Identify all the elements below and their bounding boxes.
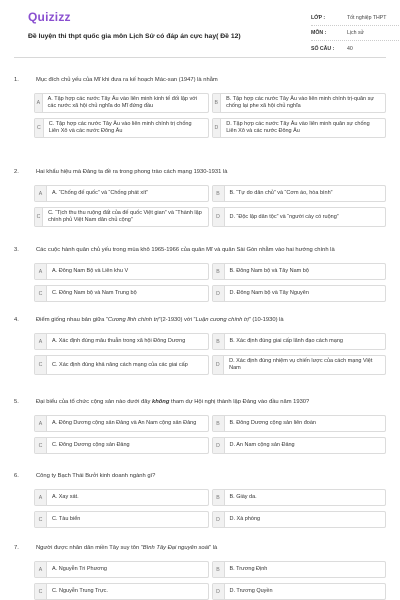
worksheet-title: Đề luyện thi thpt quốc gia môn Lịch Sử có đáp án cực hay( Đề 12) <box>28 33 241 40</box>
option-text: B. Tập hợp các nước Tây Âu vào liên minh chính trị-quân sự chống lại phe xã hội chủ nghĩa <box>226 96 375 109</box>
option-d[interactable] <box>212 118 387 138</box>
option-letter: A <box>35 490 47 505</box>
option-letter: A <box>35 562 47 577</box>
option-letter: A <box>35 94 43 112</box>
option-grid <box>14 93 386 138</box>
option-letter: D <box>213 438 225 453</box>
option-letter: A <box>35 334 47 349</box>
question-1 <box>14 76 386 138</box>
meta-value: Tốt nghiệp THPT <box>347 15 387 21</box>
question-3 <box>14 246 386 302</box>
option-text: A. Xác định đúng mâu thuẫn trong xã hội Đông Dương <box>52 338 186 344</box>
option-text: A. “Chống đế quốc” và “Chống phát xít” <box>52 190 148 196</box>
option-text: B. Xác định đúng giai cấp lãnh đạo cách mạng <box>229 338 343 344</box>
question-text: Điểm giống nhau bản giữa “Cương lĩnh chính trị”(2-1930) với “Luận cương chính trị” (10-1930) là <box>36 317 284 323</box>
option-letter: D <box>213 512 225 527</box>
option-text: B. Trương Định <box>229 566 268 572</box>
option-letter: B <box>213 562 225 577</box>
option-grid <box>14 561 386 600</box>
option-a[interactable] <box>34 415 209 432</box>
option-d[interactable] <box>212 511 387 528</box>
question-number: 7. <box>14 545 19 551</box>
option-text: C. Đông Nam bộ và Nam Trung bộ <box>52 290 137 296</box>
question-7 <box>14 544 386 600</box>
option-b[interactable] <box>212 263 387 280</box>
option-letter: B <box>213 416 225 431</box>
option-text: A. Nguyễn Tri Phương <box>52 566 107 572</box>
option-c[interactable] <box>34 118 209 138</box>
option-letter: C <box>35 286 47 301</box>
option-c[interactable] <box>34 511 209 528</box>
option-letter: C <box>35 512 47 527</box>
option-letter: C <box>35 119 44 137</box>
option-text: C. “Tịch thu thu ruộng đất của đế quốc Việt gian” và “Thành lập chính phủ Việt Nam dân chủ cộng” <box>48 210 202 223</box>
meta-row-grade <box>311 11 400 26</box>
question-number: 2. <box>14 169 19 175</box>
question-number: 1. <box>14 77 19 83</box>
option-c[interactable] <box>34 583 209 600</box>
option-d[interactable] <box>212 583 387 600</box>
option-text: D. “Độc lập dân tộc” và “người cày có ruộng” <box>229 213 339 220</box>
option-c[interactable] <box>34 355 209 375</box>
option-a[interactable] <box>34 561 209 578</box>
option-letter: B <box>213 490 225 505</box>
option-text: B. Đông Nam bộ và Tây Nam bộ <box>229 268 309 274</box>
option-text: B. “Tự do dân chủ” và “Cơm áo, hòa bình” <box>229 190 333 196</box>
question-number: 6. <box>14 473 19 479</box>
option-text: D. Xà phòng <box>229 516 261 522</box>
option-letter: C <box>35 584 47 599</box>
meta-row-subject <box>311 26 400 41</box>
option-c[interactable] <box>34 437 209 454</box>
option-b[interactable] <box>212 415 387 432</box>
option-letter: B <box>213 334 225 349</box>
question-text: Các cuộc hành quân chủ yếu trong mùa khô 1965-1966 của quân Mĩ và quân Sài Gòn nhằm vào hai hướng chính là <box>36 247 335 253</box>
option-letter: A <box>35 416 47 431</box>
option-letter: D <box>213 208 225 226</box>
option-text: D. Tập hợp các nước Tây Âu vào liên minh quân sự chống Liên Xô và các nước Đông Âu <box>226 121 370 134</box>
option-d[interactable] <box>212 355 387 375</box>
question-6 <box>14 472 386 528</box>
option-b[interactable] <box>212 561 387 578</box>
option-text: A. Đông Dương cộng sản Đảng và An Nam cộng sản Đảng <box>52 420 197 426</box>
option-text: C. Tập hợp các nước Tây Âu vào liên minh chính trị chống Liên Xô và các nước Đông Âu <box>48 121 192 134</box>
option-letter: D <box>213 286 225 301</box>
option-text: B. Đông Dương cộng sản liên đoàn <box>229 420 316 426</box>
question-2 <box>14 168 386 227</box>
meta-value: Lịch sử <box>347 30 365 36</box>
option-c[interactable] <box>34 207 209 227</box>
option-b[interactable] <box>212 489 387 506</box>
meta-value: 40 <box>347 45 353 52</box>
meta-row-count <box>311 41 400 56</box>
option-text: C. Tàu biển <box>52 516 81 522</box>
option-d[interactable] <box>212 285 387 302</box>
meta-label: SỐ CÂU : <box>311 45 335 52</box>
option-grid <box>14 489 386 528</box>
option-d[interactable] <box>212 437 387 454</box>
question-number: 4. <box>14 317 19 323</box>
worksheet-header <box>14 0 386 58</box>
option-letter: C <box>35 356 47 374</box>
option-letter: D <box>213 584 225 599</box>
meta-label: MÔN : <box>311 30 327 36</box>
option-text: A. Đông Nam Bộ và Liên khu V <box>52 268 129 274</box>
option-letter: A <box>35 186 47 201</box>
option-b[interactable] <box>212 185 387 202</box>
option-grid <box>14 263 386 302</box>
option-b[interactable] <box>212 93 387 113</box>
question-number: 3. <box>14 247 19 253</box>
option-a[interactable] <box>34 93 209 113</box>
option-letter: D <box>213 119 222 137</box>
question-text: Đại biểu của tổ chức cộng sản nào dưới đây không tham dự Hội nghị thành lập Đảng vào đầu năm 1930? <box>36 399 310 405</box>
option-letter: C <box>35 208 43 226</box>
option-text: C. Xác định đúng khả năng cách mạng của các giai cấp <box>52 361 188 368</box>
meta-label: LỚP : <box>311 15 326 21</box>
option-text: A. Tập hợp các nước Tây Âu vào liên minh kinh tế đối lập với các nước xã hội chủ nghĩa do Mĩ đứng đầu <box>47 96 198 109</box>
option-text: D. An Nam cộng sản Đảng <box>229 442 295 448</box>
question-5 <box>14 398 386 454</box>
option-text: C. Đông Dương cộng sản Đảng <box>52 442 130 448</box>
worksheet-meta <box>311 11 400 56</box>
option-letter: D <box>213 356 225 374</box>
option-b[interactable] <box>212 333 387 350</box>
option-text: C. Nguyễn Trung Trực. <box>52 588 108 594</box>
quizizz-logo: Quizizz <box>28 10 71 24</box>
question-text: Công ty Bạch Thái Bưởi kinh doanh ngành gì? <box>36 473 156 479</box>
option-grid <box>14 415 386 454</box>
option-text: B. Giày da. <box>229 494 257 500</box>
option-a[interactable] <box>34 185 209 202</box>
option-text: A. Xay xát. <box>52 494 79 500</box>
option-letter: B <box>213 264 225 279</box>
option-a[interactable] <box>34 333 209 350</box>
option-letter: A <box>35 264 47 279</box>
option-grid <box>14 333 386 375</box>
option-a[interactable] <box>34 263 209 280</box>
option-text: D. Đông Nam bộ và Tây Nguyên <box>229 290 309 296</box>
question-text: Người được nhân dân miền Tây suy tôn “Bình Tây Đại nguyên soái” là <box>36 545 218 551</box>
option-letter: B <box>213 94 222 112</box>
option-text: D. Trương Quyền <box>229 588 273 594</box>
option-d[interactable] <box>212 207 387 227</box>
option-a[interactable] <box>34 489 209 506</box>
option-letter: B <box>213 186 225 201</box>
question-4 <box>14 316 386 375</box>
question-text: Mục đích chủ yếu của Mĩ khi đưa ra kế hoạch Mác-san (1947) là nhằm <box>36 77 218 83</box>
question-text: Hai khẩu hiệu mà Đảng ta đề ra trong phong trào cách mạng 1930-1931 là <box>36 169 228 175</box>
option-grid <box>14 185 386 227</box>
option-text: D. Xác định đúng nhiệm vụ chiến lược của cách mạng Việt Nam <box>229 358 373 371</box>
question-number: 5. <box>14 399 19 405</box>
option-c[interactable] <box>34 285 209 302</box>
option-letter: C <box>35 438 47 453</box>
